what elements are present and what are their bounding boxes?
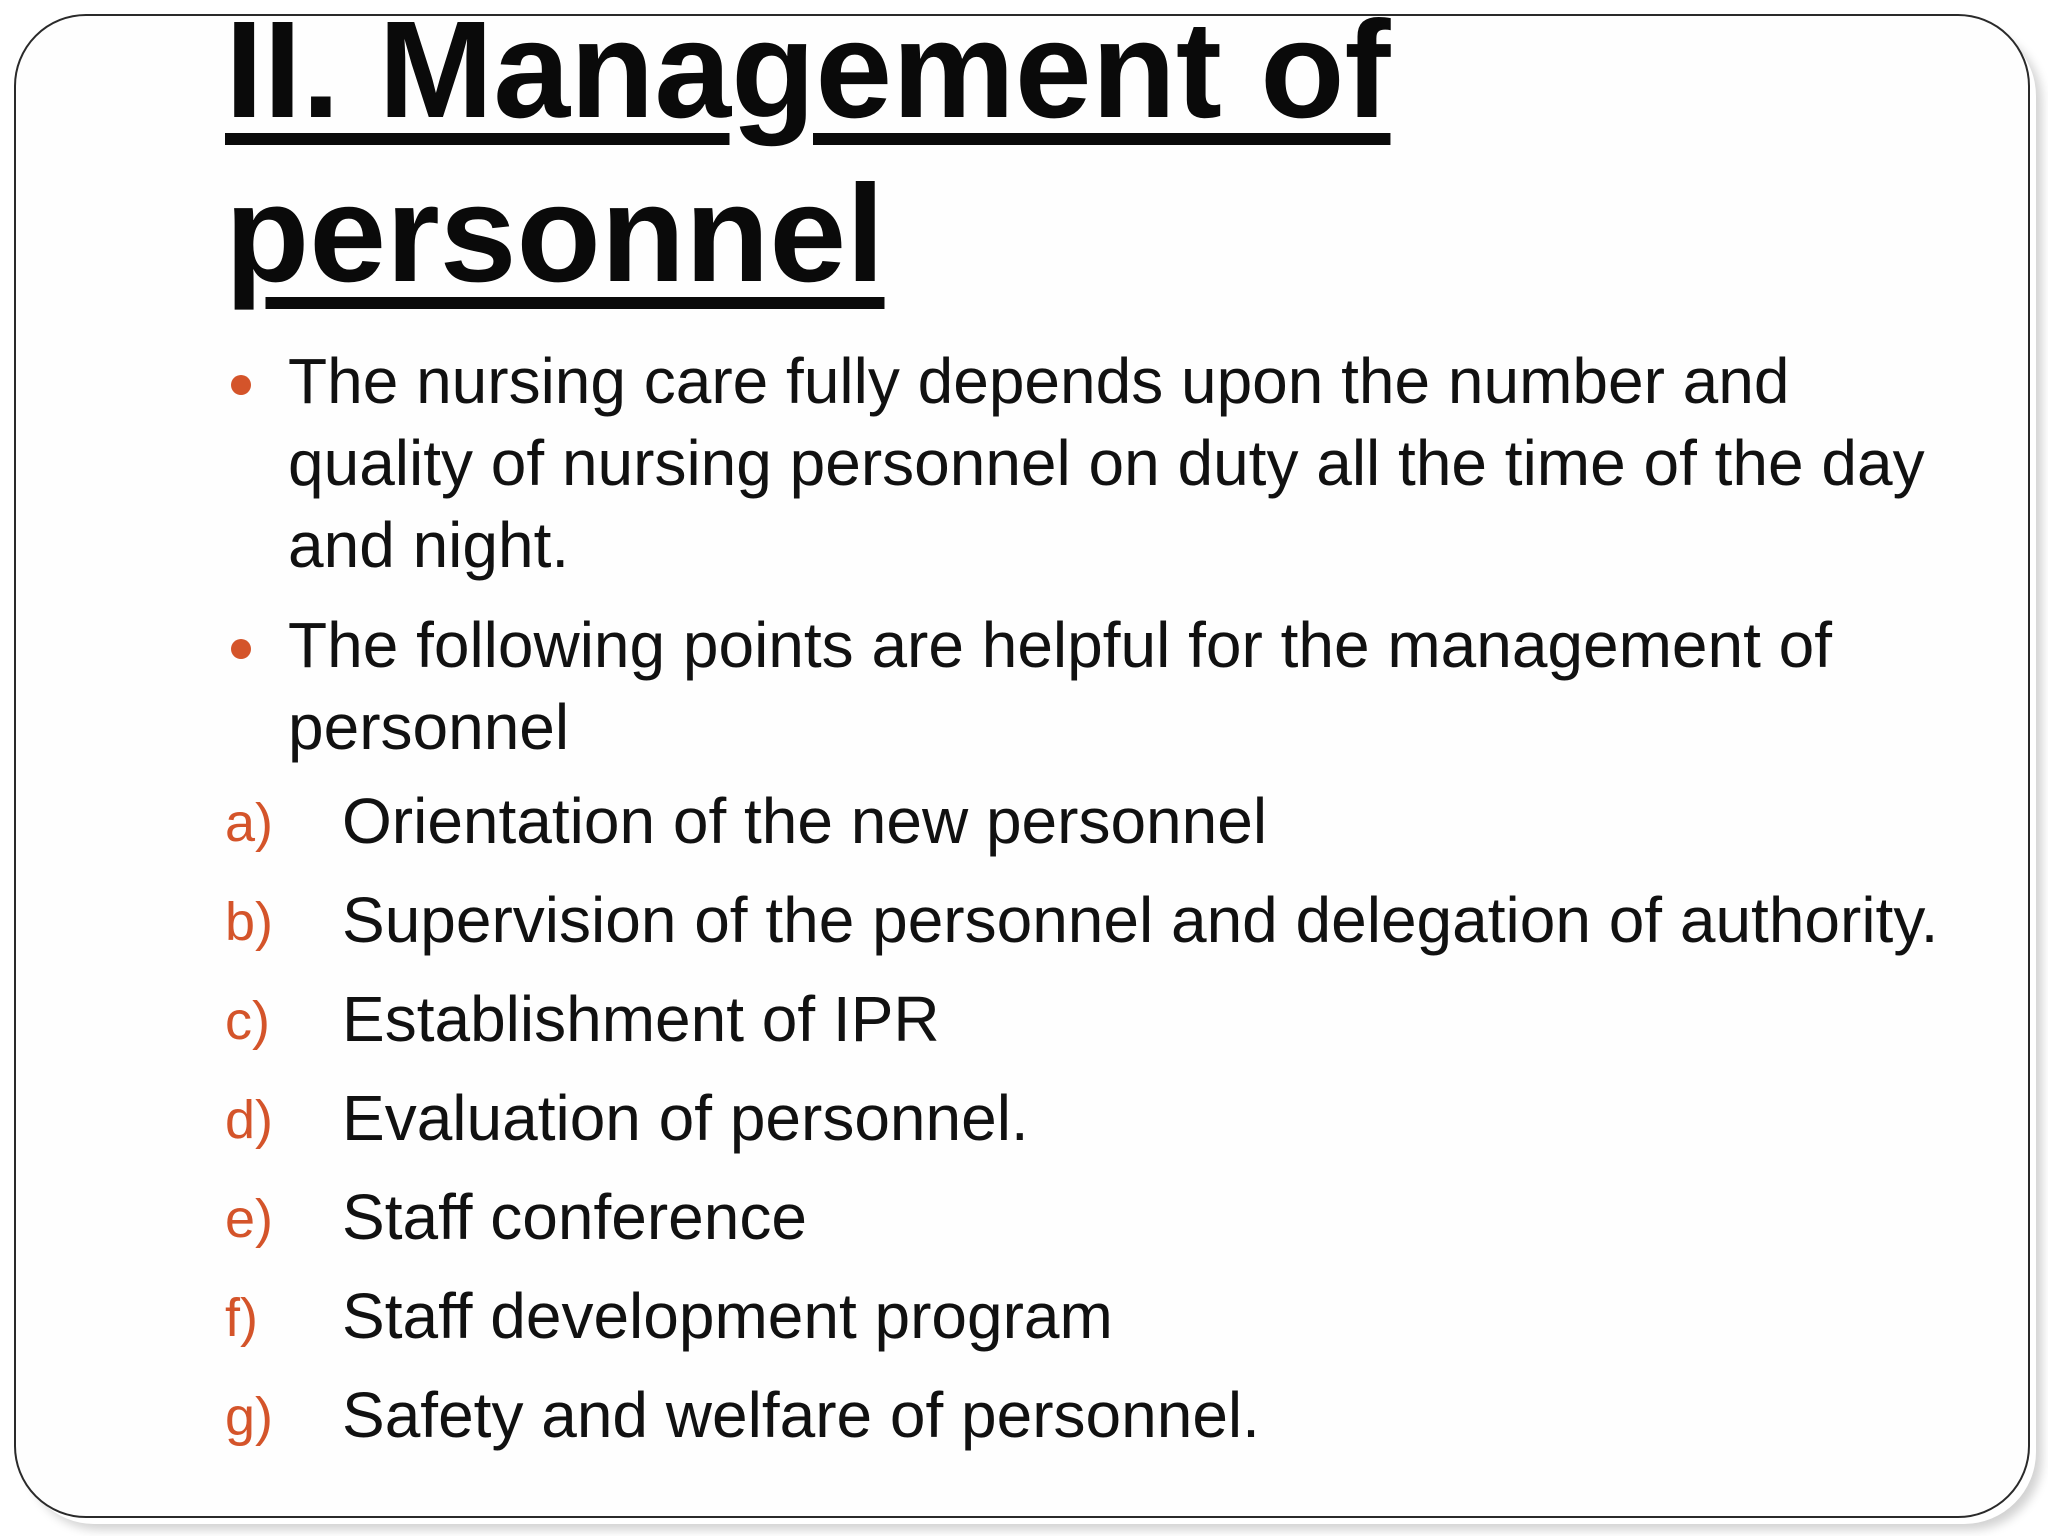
lettered-item: [225, 1374, 1945, 1456]
slide-title: II. Management of personnel: [225, 0, 1391, 311]
lettered-item: [225, 1275, 1945, 1357]
letter-marker: a): [225, 793, 274, 853]
lettered-item: [225, 879, 1945, 961]
letter-marker: d): [225, 1090, 274, 1150]
bullet-dot-icon: [231, 375, 251, 395]
lettered-item-text: Evaluation of personnel.: [342, 1082, 1029, 1154]
lettered-item-text: Staff development program: [342, 1280, 1113, 1352]
bullet-item: [225, 340, 1945, 586]
bullet-list: [225, 340, 1945, 786]
letter-marker: f): [225, 1288, 258, 1348]
bullet-text: The following points are helpful for the management of personnel: [288, 609, 1833, 763]
lettered-item-text: Staff conference: [342, 1181, 807, 1253]
lettered-item: [225, 780, 1945, 862]
lettered-item-text: Supervision of the personnel and delegation of authority.: [342, 884, 1939, 956]
lettered-item-text: Orientation of the new personnel: [342, 785, 1268, 857]
bullet-text: The nursing care fully depends upon the number and quality of nursing personnel on duty all the time of the day and night.: [288, 345, 1925, 581]
letter-marker: e): [225, 1189, 274, 1249]
lettered-item-text: Establishment of IPR: [342, 983, 940, 1055]
bullet-item: [225, 604, 1945, 768]
letter-marker: b): [225, 892, 274, 952]
bullet-dot-icon: [231, 639, 251, 659]
letter-marker: g): [225, 1387, 274, 1447]
lettered-item: [225, 1077, 1945, 1159]
lettered-list: [225, 780, 1945, 1473]
lettered-item: [225, 1176, 1945, 1258]
lettered-item-text: Safety and welfare of personnel.: [342, 1379, 1260, 1451]
lettered-item: [225, 978, 1945, 1060]
letter-marker: c): [225, 991, 270, 1051]
